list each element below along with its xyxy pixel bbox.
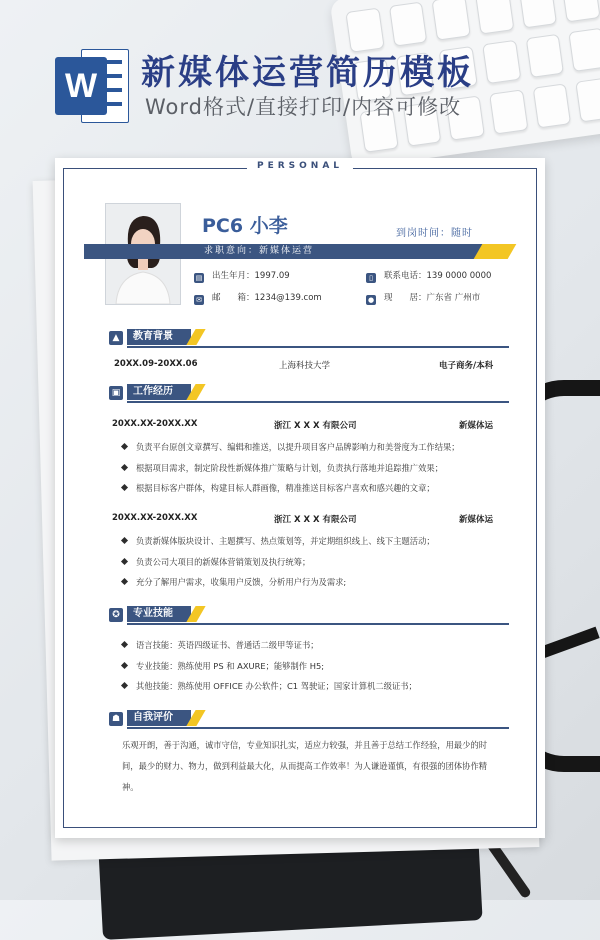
job-intent: 求职意向：新媒体运营	[204, 246, 315, 256]
edu-period: 20XX.09-20XX.06	[114, 359, 198, 369]
info-birth: ▤ 出生年月：1997.09	[195, 271, 290, 282]
section-title: 专业技能	[127, 606, 191, 622]
person-icon: ☗	[109, 712, 123, 726]
job-role: 新媒体运	[459, 515, 494, 525]
banner-title: 新媒体运营简历模板	[141, 53, 474, 93]
section-self-evaluation	[109, 710, 509, 728]
info-email: ✉ 邮 箱：1234@139.com	[194, 291, 322, 305]
personal-header-tag: PERSONAL	[247, 161, 353, 171]
job-period: 20XX.XX-20XX.XX	[112, 419, 198, 429]
info-phone: ▯ 联系电话：139 0000 0000	[366, 269, 491, 283]
calendar-icon: ▤	[195, 274, 203, 282]
job-duties	[122, 531, 502, 593]
list-item: 充分了解用户需求，收集用户反馈，分析用户行为及需求;	[122, 572, 502, 593]
job-company: 浙江 X X X 有限公司	[274, 421, 357, 431]
arrival-time: 到岗时间：随时	[396, 228, 473, 239]
list-item: 语言技能：英语四级证书、普通话二级甲等证书；	[122, 635, 502, 656]
list-item: 负责平台原创文章撰写、编辑和推送，以提升项目客户品牌影响力和美誉度为工作结果；	[122, 437, 502, 458]
section-skills	[109, 606, 509, 624]
self-evaluation-text: 乐观开朗，善于沟通，诚市守信，专业知识扎实，适应力较强，并且善于总结工作经验，用最少的时间，最少的财力、物力，做到利益最大化，从而提高工作效率！为人谦逊谨慎，有很强的团体协作精神。	[122, 740, 488, 792]
graduation-cap-icon: ▲	[109, 331, 123, 345]
word-icon: W	[55, 49, 127, 121]
list-item: 根据项目需求，制定阶段性新媒体推广策略与计划，负责执行落地并追踪推广效果；	[122, 458, 502, 479]
resume-frame	[63, 161, 537, 828]
email-icon: ✉	[194, 295, 204, 305]
section-education	[109, 329, 509, 347]
list-item: 负责新媒体版块设计、主题撰写、热点策划等，并定期组织线上、线下主题活动；	[122, 531, 502, 552]
list-item: 负责公司大项目的新媒体营销策划及执行统筹；	[122, 552, 502, 573]
list-item: 其他技能：熟练使用 OFFICE 办公软件；C1 驾驶证；国家计算机二级证书；	[122, 676, 502, 697]
briefcase-icon: ▣	[109, 386, 123, 400]
info-location: ● 现 居：广东省 广州市	[367, 293, 481, 304]
edu-school: 上海科技大学	[279, 361, 331, 371]
list-item: 专业技能：熟练使用 PS 和 AXURE；能够制作 H5;	[122, 656, 502, 677]
location-pin-icon: ●	[367, 296, 375, 304]
section-work	[109, 384, 509, 402]
section-title: 工作经历	[127, 384, 191, 400]
candidate-name: PC6 小李	[202, 215, 288, 237]
resume-page	[55, 158, 545, 838]
section-title: 教育背景	[127, 329, 191, 345]
job-period: 20XX.XX-20XX.XX	[112, 513, 198, 523]
skills-list	[122, 635, 502, 697]
section-title: 自我评价	[127, 710, 191, 726]
job-company: 浙江 X X X 有限公司	[274, 515, 357, 525]
job-role: 新媒体运	[459, 421, 494, 431]
edu-major: 电子商务/本科	[439, 361, 494, 371]
job-duties	[122, 437, 502, 499]
phone-icon: ▯	[366, 273, 376, 283]
list-item: 根据目标客户群体，构建目标人群画像，精准推送目标客户喜欢和感兴趣的文章；	[122, 478, 502, 499]
award-icon: ✪	[109, 608, 123, 622]
banner-subtitle: Word格式/直接打印/内容可修改	[145, 95, 462, 119]
